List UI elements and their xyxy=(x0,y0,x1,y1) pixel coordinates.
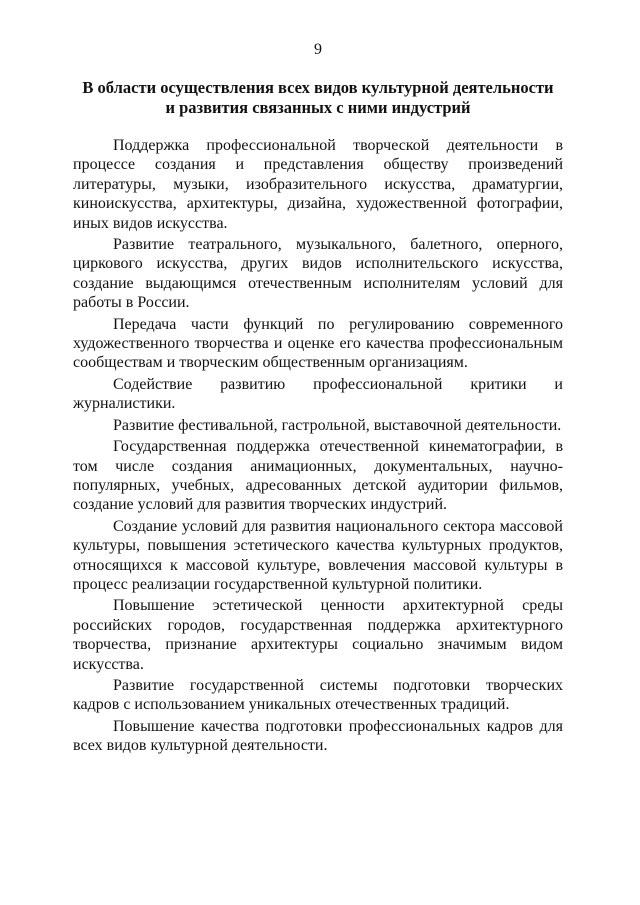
paragraph-2: Развитие театрального, музыкального, балетного, оперного, циркового искусства, других видов исполнительского искусства, создание выдающимся отечественным исполнителям условий для работы в России. xyxy=(73,236,563,312)
section-title xyxy=(73,78,563,118)
paragraph-9: Развитие государственной системы подготовки творческих кадров с использованием уникальных отечественных традиций. xyxy=(73,676,563,714)
body-text xyxy=(73,136,563,756)
paragraph-1: Поддержка профессиональной творческой деятельности в процессе создания и представления обществу произведений литературы, музыки, изобразительного искусства, драматургии, киноискусства, архитектуры, дизайна, художественной фотографии, иных видов искусства. xyxy=(73,137,563,232)
section-title-line-1: В области осуществления всех видов культурной деятельности xyxy=(82,78,554,97)
paragraph-7: Создание условий для развития национального сектора массовой культуры, повышения эстетического качества культурных продуктов, относящихся к массовой культуре, вовлечения массовой культуры в процесс реализации государственной культурной политики. xyxy=(73,517,563,593)
paragraph-6: Государственная поддержка отечественной кинематографии, в том числе создания анимационных, документальных, научно-популярных, учебных, адресованных детской аудитории фильмов, создание условий для развития творческих индустрий. xyxy=(73,438,563,514)
paragraph-3: Передача части функций по регулированию современного художественного творчества и оценке его качества профессиональным сообществам и творческим общественным организациям. xyxy=(73,315,563,372)
paragraph-4: Содействие развитию профессиональной критики и журналистики. xyxy=(73,375,563,413)
paragraph-5: Развитие фестивальной, гастрольной, выставочной деятельности. xyxy=(113,416,562,434)
paragraph-10: Повышение качества подготовки профессиональных кадров для всех видов культурной деятельности. xyxy=(73,717,563,755)
paragraph-8: Повышение эстетической ценности архитектурной среды российских городов, государственная поддержка архитектурного творчества, признание архитектуры социально значимым видом искусства. xyxy=(73,597,563,673)
page-number: 9 xyxy=(314,41,322,58)
section-title-line-2: и развития связанных с ними индустрий xyxy=(165,98,471,117)
